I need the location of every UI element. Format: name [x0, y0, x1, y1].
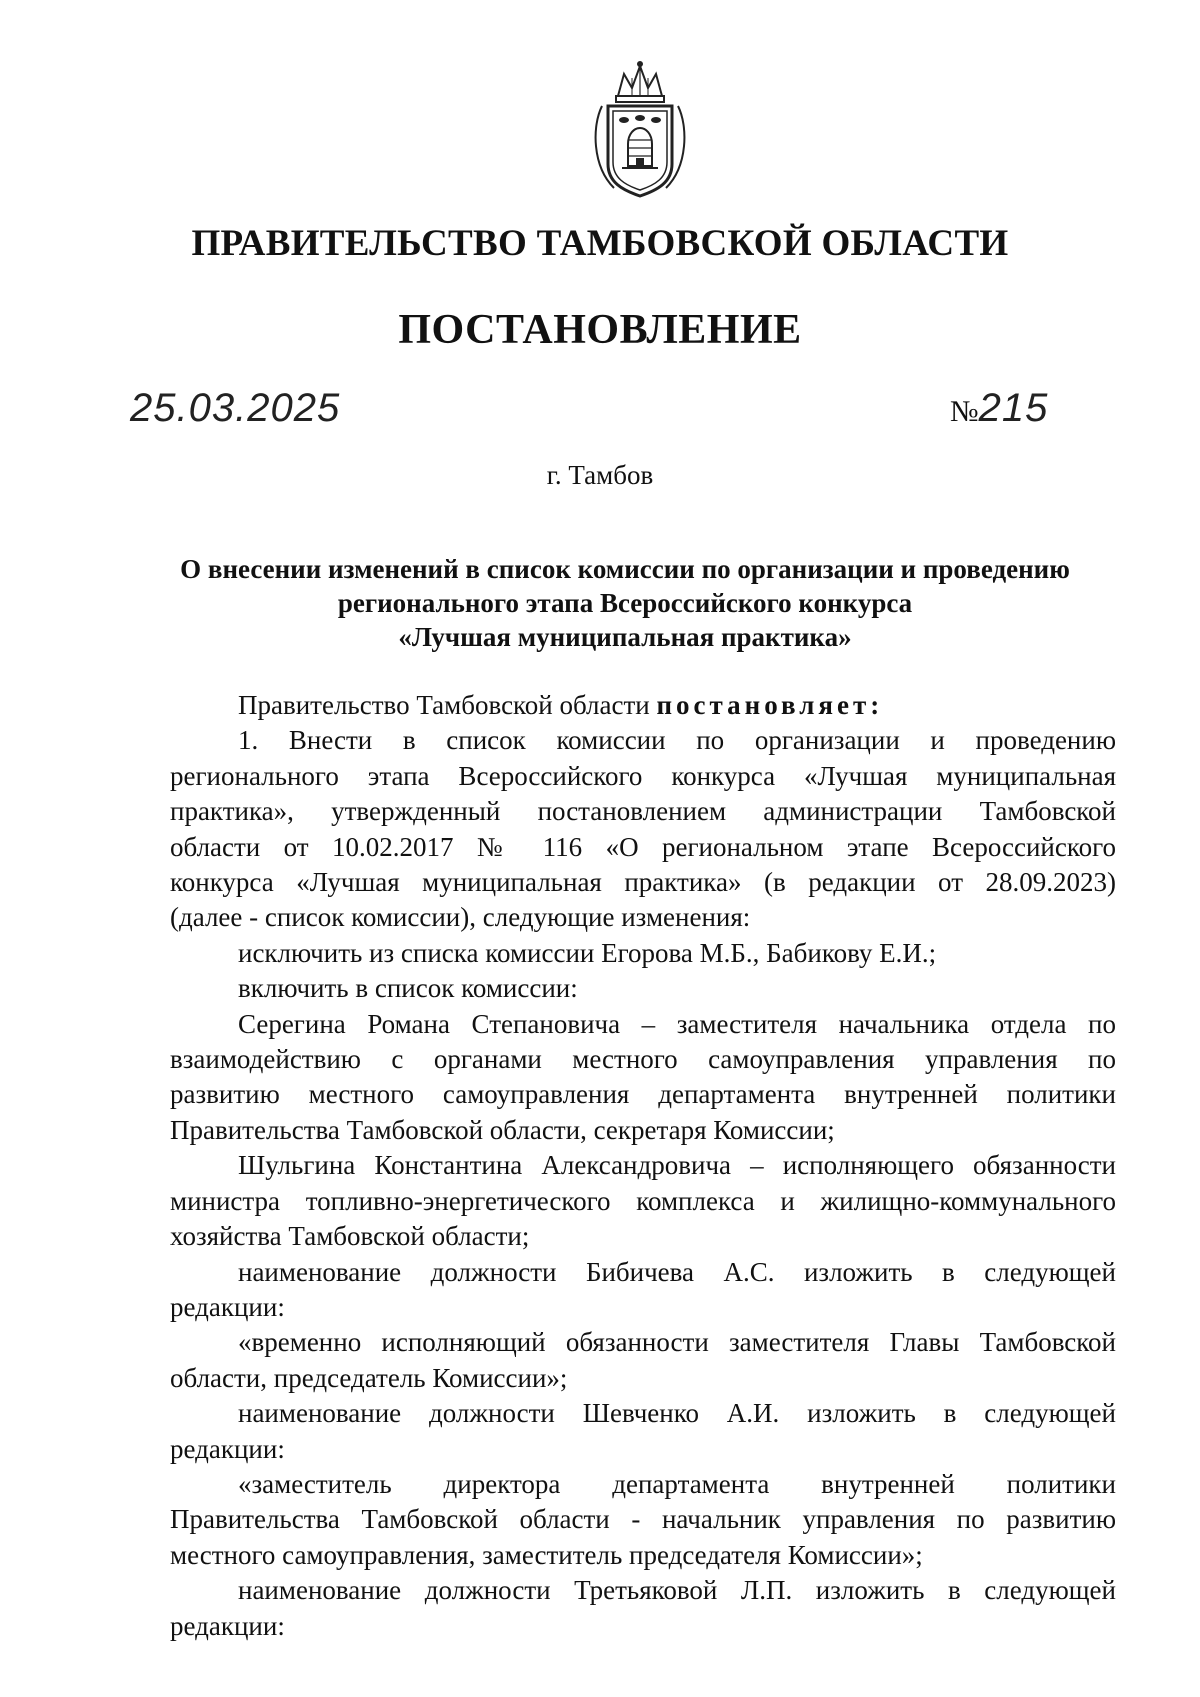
intro-text: Правительство Тамбовской области — [238, 690, 657, 720]
text-line: регионального этапа Всероссийского конкурса «Лучшая муниципальная — [170, 760, 1116, 791]
text-line: (далее - список комиссии), следующие изменения: — [170, 902, 751, 933]
document-subject — [150, 552, 1100, 654]
government-title: ПРАВИТЕЛЬСТВО ТАМБОВСКОЙ ОБЛАСТИ — [191, 223, 1009, 264]
text-line: области, председатель Комиссии»; — [170, 1362, 568, 1393]
text-line: наименование должности Бибичева А.С. изложить в следующей — [238, 1256, 1116, 1287]
text-line: включить в список комиссии: — [238, 973, 578, 1004]
text-line: области от 10.02.2017 № 116 «О региональном этапе Всероссийского — [170, 831, 1116, 862]
text-line: Серегина Романа Степановича – заместителя начальника отдела по — [238, 1008, 1116, 1039]
resolution-intro — [170, 688, 1116, 723]
text-line: местного самоуправления, заместитель председателя Комиссии»; — [170, 1539, 923, 1570]
number-value: 215 — [978, 386, 1049, 430]
document-body — [170, 688, 1116, 1644]
subject-line: О внесении изменений в список комиссии по организации и проведению — [180, 554, 1070, 584]
document-date: 25.03.2025 — [130, 386, 341, 430]
text-line: практика», утвержденный постановлением администрации Тамбовской — [170, 796, 1116, 827]
text-line: конкурса «Лучшая муниципальная практика» (в редакции от 28.09.2023) — [170, 867, 1116, 898]
text-line: наименование должности Шевченко А.И. изложить в следующей — [238, 1398, 1116, 1429]
text-line: министра топливно-энергетического комплекса и жилищно-коммунального — [170, 1185, 1116, 1216]
text-line: Правительства Тамбовской области, секретаря Комиссии; — [170, 1114, 835, 1145]
text-line: «временно исполняющий обязанности заместителя Главы Тамбовской — [238, 1327, 1116, 1358]
text-line: развитию местного самоуправления департамента внутренней политики — [170, 1079, 1116, 1110]
text-line: редакции: — [170, 1291, 285, 1322]
text-line: «заместитель директора департамента внутренней политики — [238, 1468, 1116, 1499]
text-line: редакции: — [170, 1610, 285, 1641]
text-line: 1. Внести в список комиссии по организации и проведению — [238, 725, 1116, 756]
text-line: наименование должности Третьяковой Л.П. изложить в следующей — [238, 1575, 1116, 1606]
tambov-coat-of-arms-icon — [588, 56, 692, 206]
text-line: исключить из списка комиссии Егорова М.Б., Бабикову Е.И.; — [238, 937, 937, 968]
number-sign: № — [950, 395, 979, 428]
subject-line: «Лучшая муниципальная практика» — [398, 622, 852, 652]
subject-line: регионального этапа Всероссийского конкурса — [337, 588, 913, 618]
text-line: Правительства Тамбовской области - начальник управления по развитию — [170, 1504, 1116, 1535]
document-number — [950, 386, 1048, 431]
document-type: ПОСТАНОВЛЕНИЕ — [398, 307, 802, 353]
resolves-word: постановляет: — [656, 690, 884, 720]
text-line: редакции: — [170, 1433, 285, 1464]
city-line: г. Тамбов — [546, 460, 654, 490]
text-line: хозяйства Тамбовской области; — [170, 1221, 530, 1252]
text-line: взаимодействию с органами местного самоуправления управления по — [170, 1044, 1116, 1075]
text-line: Шульгина Константина Александровича – исполняющего обязанности — [238, 1150, 1116, 1181]
